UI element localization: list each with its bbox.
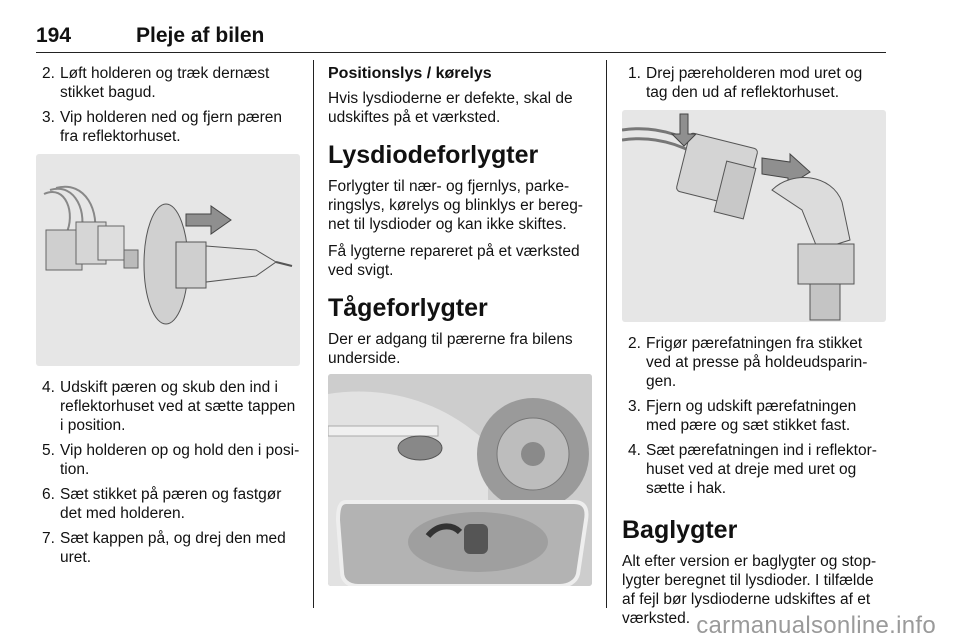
- step-number: 4.: [628, 442, 641, 459]
- list-item: [36, 64, 300, 102]
- step-text: Frigør pærefatningen fra stikket ved at presse på holdeudsparin-gen.: [646, 335, 868, 390]
- paragraph: Få lygterne repareret på et værksted ved svigt.: [328, 243, 580, 279]
- list-item: [36, 529, 300, 567]
- step-number: 3.: [42, 109, 55, 126]
- column-divider: [606, 60, 607, 608]
- step-number: 7.: [42, 530, 55, 547]
- step-number: 1.: [628, 65, 641, 82]
- step-text: Fjern og udskift pærefatningen med pære og sæt stikket fast.: [646, 398, 857, 434]
- running-title: Pleje af bilen: [136, 24, 265, 47]
- section-heading: Tågeforlygter: [328, 294, 488, 322]
- column-1: [36, 64, 300, 573]
- halogen-bulb-icon: [36, 154, 300, 366]
- step-number: 6.: [42, 486, 55, 503]
- step-number: 2.: [628, 335, 641, 352]
- step-text: Udskift pæren og skub den ind i reflektorhuset ved at sætte tappen i position.: [60, 379, 296, 434]
- bulb-holder-illustration: [622, 110, 886, 322]
- step-text: Vip holderen ned og fjern pæren fra reflektorhuset.: [60, 109, 283, 145]
- bulb-removal-illustration: [36, 154, 300, 366]
- step-text: Løft holderen og træk dernæst stikket bagud.: [60, 65, 270, 101]
- list-item: [36, 485, 300, 523]
- list-item: [36, 108, 300, 146]
- step-text: Sæt kappen på, og drej den med uret.: [60, 530, 286, 566]
- step-text: Drej pæreholderen mod uret og tag den ud af reflektorhuset.: [646, 65, 863, 101]
- list-item: [36, 441, 300, 479]
- fog-lamp-illustration: [328, 374, 592, 586]
- paragraph: Forlygter til nær- og fjernlys, parke-ringslys, kørelys og blinklys er bereg-net til lysdioder og kan ikke skiftes.: [328, 178, 583, 233]
- step-number: 3.: [628, 398, 641, 415]
- section-heading: Lysdiodeforlygter: [328, 141, 539, 169]
- paragraph: Hvis lysdioderne er defekte, skal de udskiftes på et værksted.: [328, 90, 573, 126]
- step-number: 5.: [42, 442, 55, 459]
- watermark: carmanualsonline.info: [696, 612, 936, 639]
- list-item: [622, 64, 888, 102]
- page-header: [36, 22, 886, 53]
- section-heading: Positionslys / kørelys: [328, 65, 492, 82]
- section-heading: Baglygter: [622, 516, 738, 544]
- fog-lamp-icon: [328, 374, 592, 586]
- list-item: [622, 397, 888, 435]
- step-text: Vip holderen op og hold den i posi-tion.: [60, 442, 300, 478]
- list-item: [622, 441, 888, 498]
- column-2: [328, 64, 592, 598]
- step-number: 2.: [42, 65, 55, 82]
- bulb-holder-icon: [622, 110, 886, 322]
- column-divider: [313, 60, 314, 608]
- column-3: [622, 64, 888, 636]
- paragraph: Der er adgang til pærerne fra bilens underside.: [328, 331, 573, 367]
- step-text: Sæt pærefatningen ind i reflektor-huset ved at dreje med uret og sætte i hak.: [646, 442, 877, 497]
- paragraph: Alt efter version er baglygter og stop-lygter beregnet til lysdioder. I tilfælde af fejl bør lysdioderne udskiftes af et værksted.: [622, 553, 877, 627]
- step-text: Sæt stikket på pæren og fastgør det med holderen.: [60, 486, 282, 522]
- page-number: 194: [36, 24, 72, 47]
- list-item: [36, 378, 300, 435]
- list-item: [622, 334, 888, 391]
- step-number: 4.: [42, 379, 55, 396]
